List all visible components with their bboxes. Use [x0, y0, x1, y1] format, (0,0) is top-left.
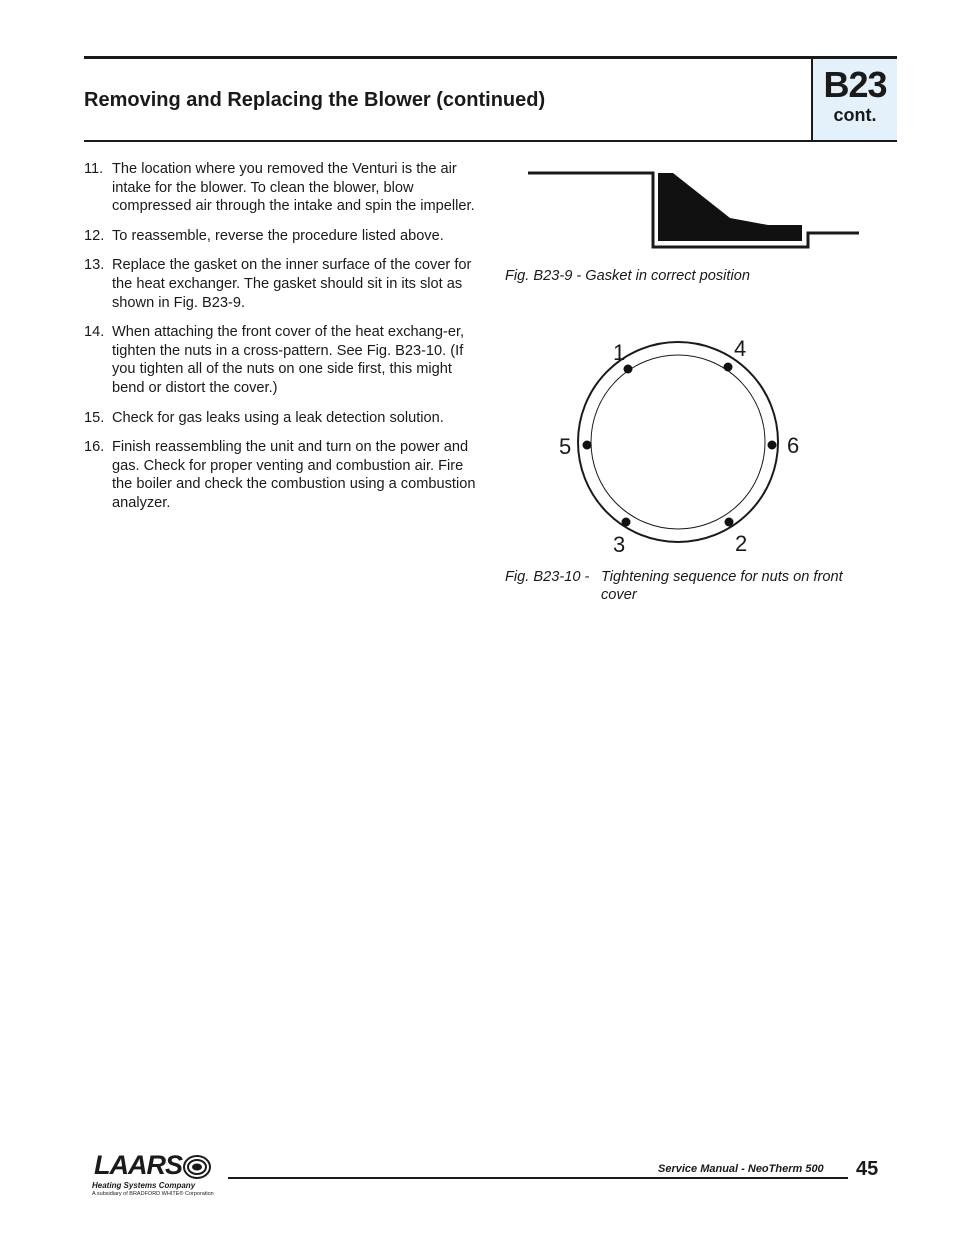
logo-tagline: Heating Systems Company	[92, 1181, 196, 1190]
step-number: 16.	[84, 439, 105, 456]
step-number: 15.	[84, 409, 105, 426]
section-code: B23	[823, 64, 887, 105]
laars-logo: LAARS	[94, 1150, 182, 1180]
logo-subsidiary: A subsidiary of BRADFORD WHITE® Corporation	[92, 1191, 214, 1197]
nut-label-6: 6	[787, 433, 800, 458]
cover-inner-ring	[591, 355, 765, 529]
gasket-diagram	[525, 165, 865, 255]
nut-marker	[624, 365, 633, 374]
footer-rule	[228, 1177, 848, 1179]
footer-manual-title: Service Manual - NeoTherm 500	[658, 1163, 824, 1175]
step-number: 14.	[84, 324, 105, 341]
step-item	[84, 323, 479, 397]
nut-label-1: 1	[613, 340, 626, 365]
step-text: The location where you removed the Venturi is the air intake for the blower. To clean the blower, blow compressed air through the intake and spin the impeller.	[112, 161, 475, 215]
nut-marker	[724, 363, 733, 372]
step-text: Check for gas leaks using a leak detection solution.	[112, 409, 444, 426]
nut-label-4: 4	[734, 336, 747, 361]
figure-caption-label: Fig. B23-10 -	[505, 569, 590, 585]
step-item	[84, 438, 479, 512]
step-number: 13.	[84, 257, 105, 274]
step-item	[84, 160, 479, 216]
page-title: Removing and Replacing the Blower (continued)	[84, 89, 546, 111]
step-item	[84, 409, 479, 428]
figure-caption-gasket: Fig. B23-9 - Gasket in correct position	[505, 268, 750, 284]
cover-outer-ring	[578, 342, 778, 542]
procedure-steps	[84, 160, 479, 524]
nut-label-5: 5	[559, 434, 572, 459]
nut-label-3: 3	[613, 532, 626, 557]
step-item	[84, 227, 479, 246]
step-text: To reassemble, reverse the procedure listed above.	[112, 227, 444, 244]
figure-caption-bolts	[505, 568, 865, 604]
section-tab	[811, 59, 897, 140]
nut-marker	[583, 441, 592, 450]
step-number: 12.	[84, 227, 105, 244]
nut-marker	[768, 441, 777, 450]
step-text: Replace the gasket on the inner surface of the cover for the heat exchanger. The gasket should sit in its slot as shown in Fig. B23-9.	[112, 257, 472, 311]
nut-marker	[622, 518, 631, 527]
figure-caption-text: Tightening sequence for nuts on front cover	[601, 569, 843, 603]
nut-marker	[725, 518, 734, 527]
step-text: When attaching the front cover of the heat exchang-er, tighten the nuts in a cross-pattern. See Fig. B23-10. (If you tighten all of the nuts on one side first, this might bend or distort the cover.)	[112, 324, 465, 396]
step-text: Finish reassembling the unit and turn on the power and gas. Check for proper venting and combustion air. Fire the boiler and check the combustion using a combustion analyzer.	[112, 439, 476, 511]
page-number: 45	[856, 1158, 879, 1180]
nut-label-2: 2	[735, 531, 748, 556]
step-item	[84, 256, 479, 312]
laars-logo-mark-icon	[182, 1154, 212, 1180]
header-top-rule	[84, 56, 897, 59]
step-number: 11.	[84, 161, 104, 177]
section-cont-label: cont.	[833, 105, 877, 125]
bolt-sequence-diagram	[545, 332, 825, 564]
header-bottom-rule	[84, 140, 897, 142]
